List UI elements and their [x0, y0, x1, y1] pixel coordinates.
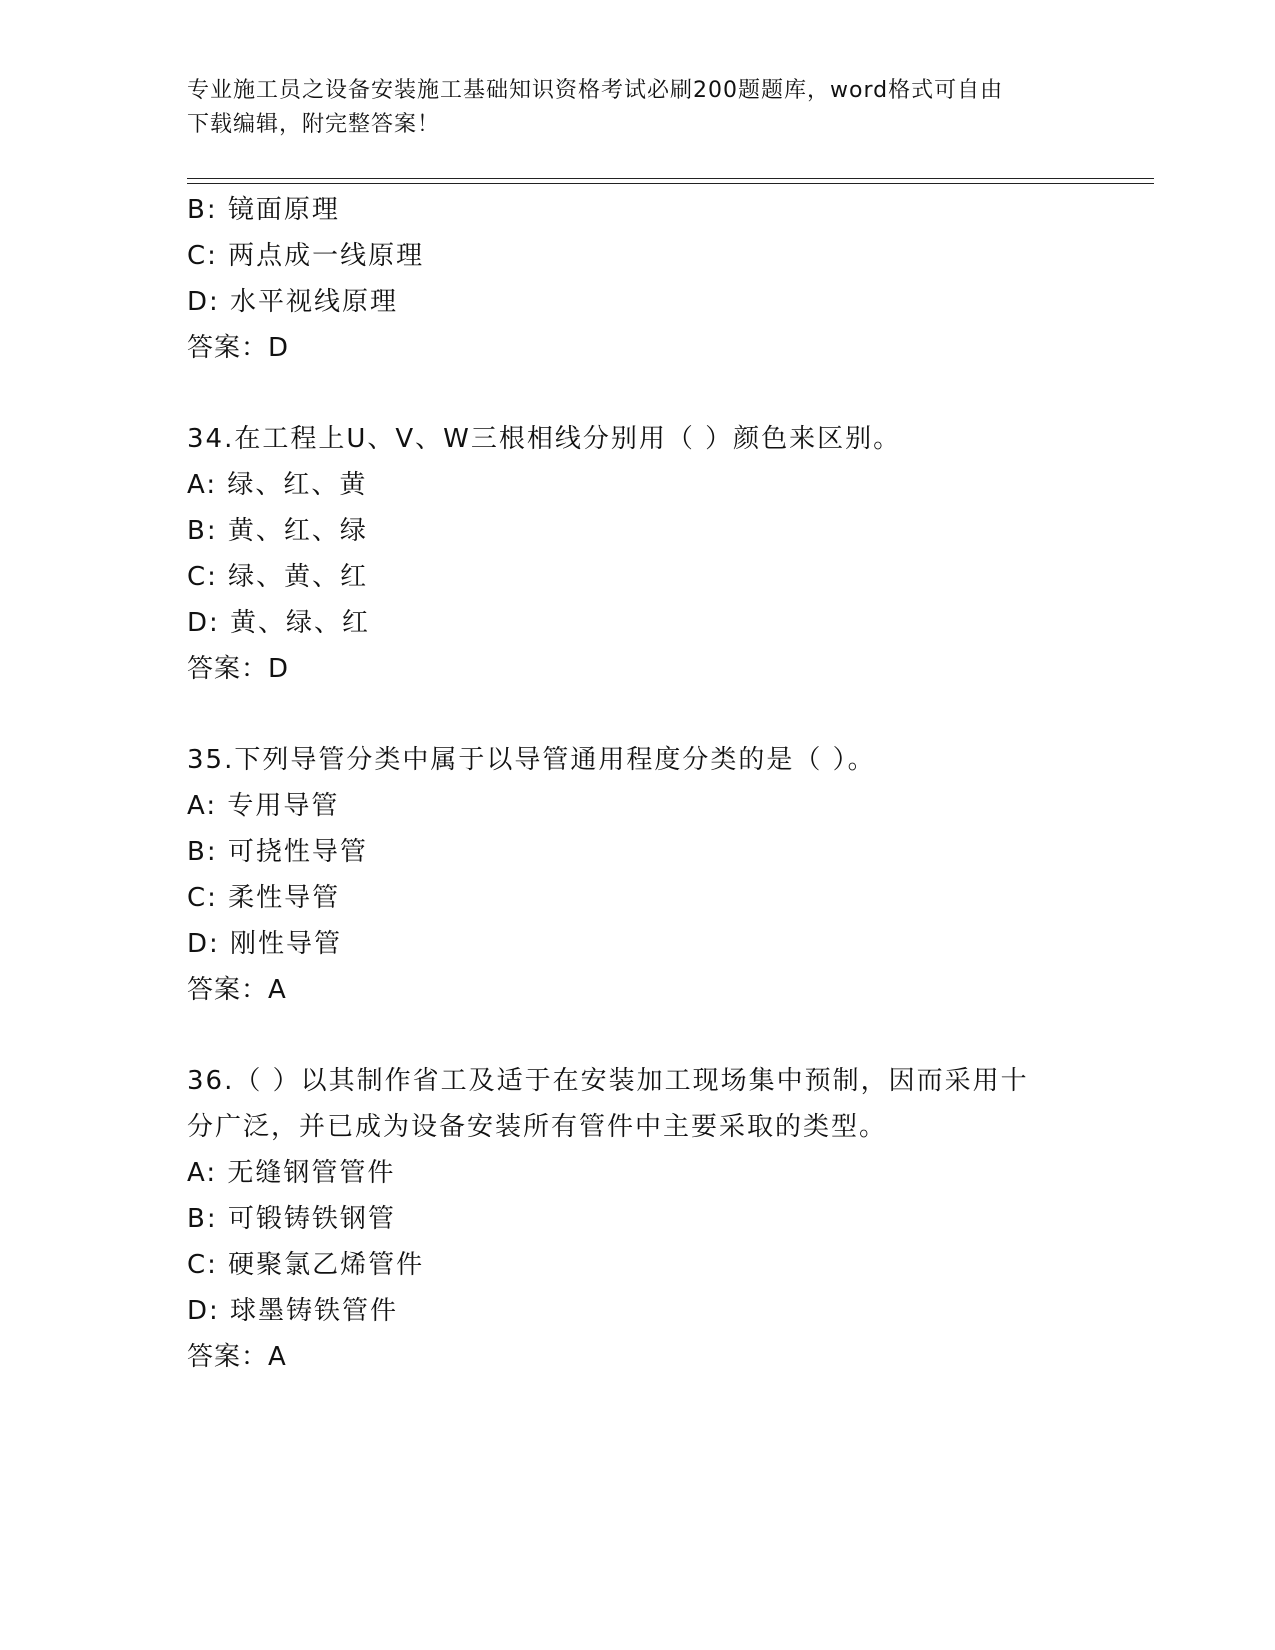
header-rule-top: [187, 178, 1154, 179]
header-line-1: 专业施工员之设备安装施工基础知识资格考试必刷200题题库，word格式可自由: [187, 78, 1004, 103]
option-d: D: 球墨铸铁管件: [187, 1296, 399, 1326]
option-b: B: 可锻铸铁钢管: [187, 1204, 396, 1234]
header-line-2: 下载编辑，附完整答案！: [187, 112, 441, 137]
question-list: [187, 187, 1087, 1380]
option-d: D: 黄、绿、红: [187, 608, 371, 638]
question-stem: 35.下列导管分类中属于以导管通用程度分类的是（ ）。: [187, 745, 876, 775]
answer-line: 答案：A: [187, 975, 287, 1005]
option-c: C: 柔性导管: [187, 883, 341, 913]
question-36: [187, 1058, 1087, 1380]
option-a: A: 专用导管: [187, 791, 340, 821]
answer-line: 答案：D: [187, 654, 290, 684]
option-c: C: 硬聚氯乙烯管件: [187, 1250, 425, 1280]
option-a: A: 无缝钢管管件: [187, 1158, 396, 1188]
spacer: [187, 371, 1087, 416]
option-b: B: 黄、红、绿: [187, 516, 368, 546]
spacer: [187, 1013, 1087, 1058]
option-b: B: 可挠性导管: [187, 837, 368, 867]
option-b: B: 镜面原理: [187, 195, 340, 225]
spacer: [187, 692, 1087, 737]
question-34: [187, 416, 1087, 692]
option-c: C: 两点成一线原理: [187, 241, 425, 271]
option-d: D: 水平视线原理: [187, 287, 399, 317]
option-d: D: 刚性导管: [187, 929, 343, 959]
question-stem-line-2: 分广泛，并已成为设备安装所有管件中主要采取的类型。: [187, 1112, 888, 1142]
question-stem: 34.在工程上U、V、W三根相线分别用（ ）颜色来区别。: [187, 424, 902, 454]
option-c: C: 绿、黄、红: [187, 562, 369, 592]
answer-line: 答案：A: [187, 1342, 287, 1372]
question-stem-line-1: 36.（ ）以其制作省工及适于在安装加工现场集中预制，因而采用十: [187, 1066, 1029, 1096]
question-35: [187, 737, 1087, 1013]
option-a: A: 绿、红、黄: [187, 470, 368, 500]
document-header: [187, 74, 1067, 142]
answer-line: 答案：D: [187, 333, 290, 363]
question-33-continuation: [187, 187, 1087, 371]
header-rule-bottom: [187, 183, 1154, 184]
